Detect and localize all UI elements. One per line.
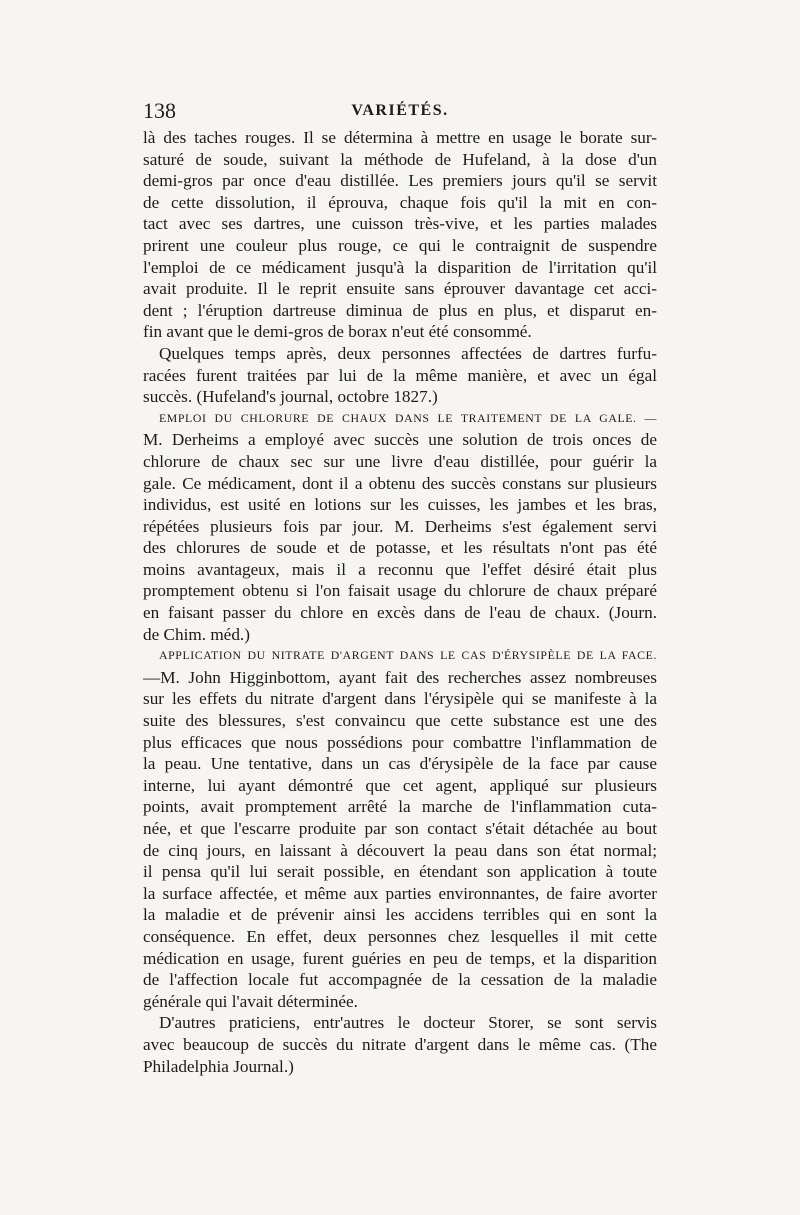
text-line: points, avait promptement arrêté la marche de l'inflammation cuta- xyxy=(143,797,657,817)
text-line: la maladie et de prévenir ainsi les accidens terribles qui en sont la xyxy=(143,905,657,925)
text-line: individus, est usité en lotions sur les cuisses, les jambes et les bras, xyxy=(143,495,657,515)
text-line: APPLICATION DU NITRATE D'ARGENT DANS LE CAS D'ÉRYSIPÈLE DE LA FACE. xyxy=(159,648,657,663)
text-line: il pensa qu'il lui serait possible, en étendant son application à toute xyxy=(143,862,657,882)
page-number: 138 xyxy=(143,98,176,123)
text-line: de Chim. méd.) xyxy=(143,624,250,644)
text-line: succès. (Hufeland's journal, octobre 1827.) xyxy=(143,387,438,407)
text-line: avait produite. Il le reprit ensuite sans éprouver davantage cet acci- xyxy=(143,279,657,299)
text-line: sur les effets du nitrate d'argent dans l'érysipèle qui se manifeste à la xyxy=(143,689,657,709)
text-line: Philadelphia Journal.) xyxy=(143,1056,294,1076)
text-line: l'emploi de ce médicament jusqu'à la disparition de l'irritation qu'il xyxy=(143,257,657,277)
text-line: médication en usage, furent guéries en peu de temps, et la disparition xyxy=(143,948,657,968)
text-line: demi-gros par once d'eau distillée. Les premiers jours qu'il se servit xyxy=(143,171,657,191)
text-line: la peau. Une tentative, dans un cas d'érysipèle de la face par cause xyxy=(143,754,657,774)
text-line: promptement obtenu si l'on faisait usage du chlorure de chaux préparé xyxy=(143,581,657,601)
text-line: tact avec ses dartres, une cuisson très-vive, et les parties malades xyxy=(143,214,657,234)
page-header xyxy=(143,98,657,124)
text-line: répétées plusieurs fois par jour. M. Derheims s'est également servi xyxy=(143,516,657,536)
text-line: gale. Ce médicament, dont il a obtenu des succès constans sur plusieurs xyxy=(143,473,657,493)
text-line: des chlorures de soude et de potasse, et les résultats n'ont pas été xyxy=(143,538,657,558)
body-text xyxy=(143,127,657,1077)
text-line: de cette dissolution, il éprouva, chaque fois qu'il la mit en con- xyxy=(143,192,657,212)
text-line: saturé de soude, suivant la méthode de Hufeland, à la dose d'un xyxy=(143,149,657,169)
text-line: conséquence. En effet, deux personnes chez lesquelles il mit cette xyxy=(143,926,657,946)
text-line: la surface affectée, et même aux parties environnantes, de faire avorter xyxy=(143,883,657,903)
text-line: M. Derheims a employé avec succès une solution de trois onces de xyxy=(143,430,657,450)
text-line: là des taches rouges. Il se détermina à mettre en usage le borate sur- xyxy=(143,128,657,147)
text-line: née, et que l'escarre produite par son contact s'était détachée au bout xyxy=(143,819,657,838)
text-line: suite des blessures, s'est convaincu que cette substance est une des xyxy=(143,711,657,731)
text-line: Quelques temps après, deux personnes affectées de dartres furfu- xyxy=(159,343,657,363)
text-line: générale qui l'avait déterminée. xyxy=(143,991,358,1011)
text-line: dent ; l'éruption dartreuse diminua de plus en plus, et disparut en- xyxy=(143,300,657,320)
text-line: —M. John Higginbottom, ayant fait des recherches assez nombreuses xyxy=(143,667,657,687)
text-line: D'autres praticiens, entr'autres le docteur Storer, se sont servis xyxy=(159,1013,657,1033)
text-line: moins avantageux, mais il a reconnu que l'effet désiré était plus xyxy=(143,559,657,579)
text-line: fin avant que le demi-gros de borax n'eut été consommé. xyxy=(143,322,532,342)
text-line: en faisant passer du chlore en excès dans de l'eau de chaux. (Journ. xyxy=(143,603,657,623)
text-line: racées furent traitées par lui de la même manière, et avec un égal xyxy=(143,365,657,385)
text-line: prirent une couleur plus rouge, ce qui le contraignit de suspendre xyxy=(143,235,657,255)
text-line: EMPLOI DU CHLORURE DE CHAUX DANS LE TRAITEMENT DE LA GALE. — xyxy=(159,410,657,425)
text-line: interne, lui ayant démontré que cet agent, appliqué sur plusieurs xyxy=(143,775,657,795)
text-line: de cinq jours, en laissant à découvert la peau dans son état normal; xyxy=(143,840,657,860)
text-line: plus efficaces que nous possédions pour combattre l'inflammation de xyxy=(143,732,657,752)
running-title: VARIÉTÉS. xyxy=(351,102,449,119)
text-line: de l'affection locale fut accompagnée de la cessation de la maladie xyxy=(143,970,657,990)
text-line: chlorure de chaux sec sur une livre d'eau distillée, pour guérir la xyxy=(143,451,657,471)
text-line: avec beaucoup de succès du nitrate d'argent dans le même cas. (The xyxy=(143,1034,657,1054)
